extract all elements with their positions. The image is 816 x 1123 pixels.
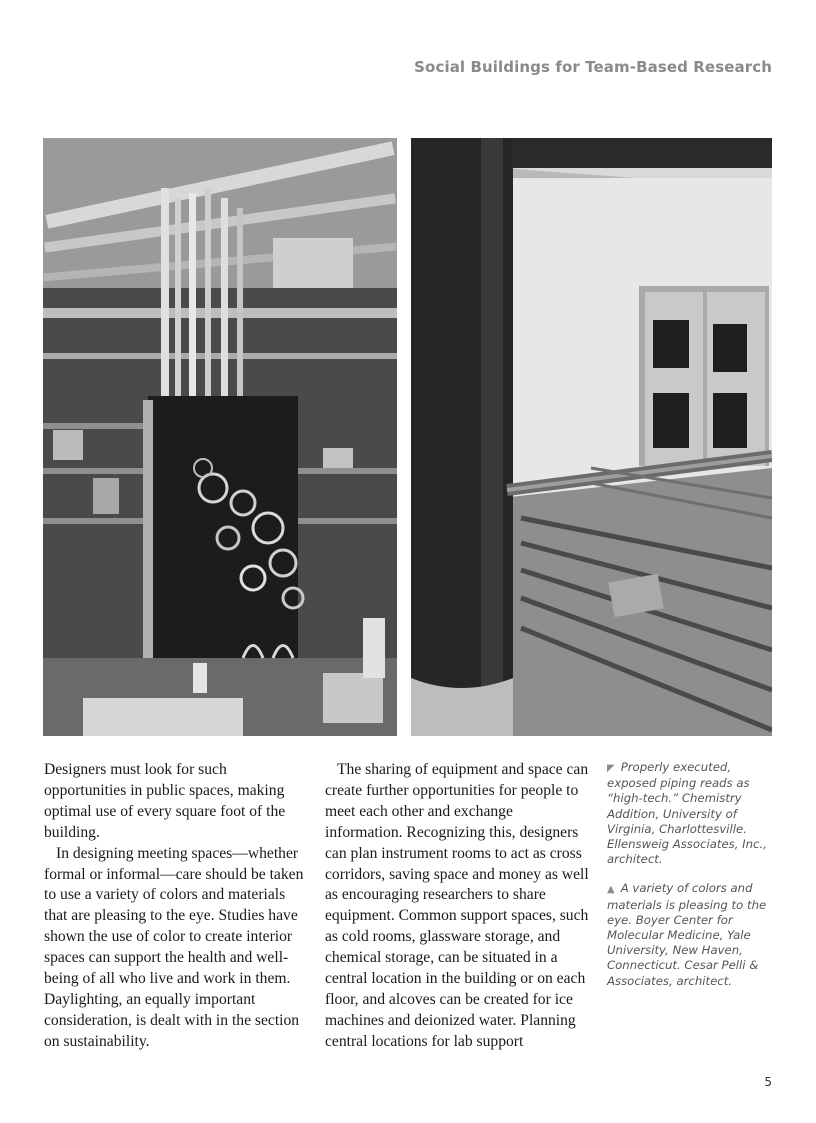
caption-text: Properly executed, exposed piping reads as “high-tech.” Chemistry Addition, University of Virginia, Charlottesville. Ellensweig Associates, Inc., architect. — [607, 760, 767, 867]
running-title: Social Buildings for Team-Based Research — [414, 58, 772, 76]
photo-column-railing-doors — [411, 138, 772, 736]
body-column-2 — [325, 760, 591, 1053]
caption-text: A variety of colors and materials is pleasing to the eye. Boyer Center for Molecular Medicine, Yale University, New Haven, Connecticut. Cesar Pelli & Associates, architect. — [607, 881, 767, 988]
photo-exposed-piping-lab — [43, 138, 397, 736]
lab-photo-graphic — [43, 138, 397, 736]
body-column-1 — [44, 760, 306, 1053]
photo-captions — [607, 760, 772, 1003]
caption-left-photo — [607, 760, 772, 867]
body-paragraph: In designing meeting spaces—whether formal or informal—care should be taken to use a variety of colors and materials that are pleasing to the eye. Studies have shown the use of color to create interior spaces can support the health and well-being of all who live and work in them. Daylighting, an equally important consideration, is dealt with in the section on sustainability. — [44, 844, 304, 1050]
body-paragraph: The sharing of equipment and space can create further opportunities for people to meet each other and exchange information. Recognizing this, designers can plan instrument rooms to act as cross corridors, saving space and money as well as encouraging researchers to share equipment. Common support spaces, such as cold rooms, glassware storage, and chemical storage, can be situated in a central location in the building or on each floor, and alcoves can be created for ice machines and deionized water. Planning central locations for lab support — [325, 761, 589, 1050]
body-paragraph: Designers must look for such opportunities in public spaces, making optimal use of every square foot of the building. — [44, 761, 286, 841]
caption-right-photo — [607, 881, 772, 988]
stair-photo-graphic — [411, 138, 772, 736]
triangle-up-pointer-icon: ▲ — [607, 884, 615, 896]
page-number: 5 — [764, 1075, 772, 1089]
triangle-left-pointer-icon: ◤ — [607, 763, 615, 774]
